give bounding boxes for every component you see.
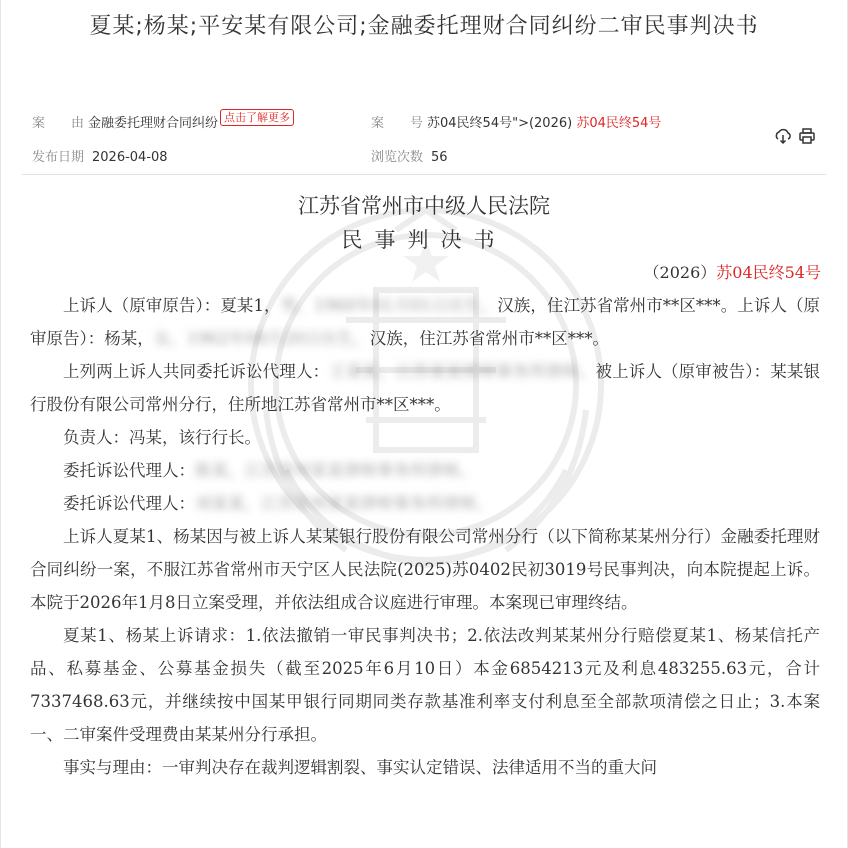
appellant1-label: 上诉人（原审原告）：夏某1，: [63, 296, 281, 315]
redacted-text: 男，1960年01月01日出生，: [280, 296, 498, 315]
meta-cause: [32, 112, 292, 132]
learn-more-button[interactable]: 点击了解更多: [220, 109, 294, 126]
page-title: 夏某;杨某;平安某有限公司;金融委托理财合同纠纷二审民事判决书: [89, 14, 759, 39]
paragraph-agents: [30, 355, 820, 421]
appellant-text-end: 汉族，住江苏省常州市**区***。: [369, 329, 609, 348]
document-case-year: （2026）: [643, 263, 717, 282]
agent-label: 委托诉讼代理人：: [63, 461, 195, 480]
redacted-text: 女，1962年08月20日出生，: [153, 329, 370, 348]
caseno-year: (2026): [528, 116, 573, 131]
agent-label: 上列两上诉人共同委托诉讼代理人：: [63, 362, 330, 381]
caseno-prefix: 苏04民终54号">: [427, 116, 529, 131]
views-value: 56: [431, 150, 448, 165]
paragraph-case-background: 上诉人夏某1、杨某因与被上诉人某某银行股份有限公司常州分行（以下简称某某州分行）金融委托理财合同纠纷一案，不服江苏省常州市天宁区人民法院(2025)苏0402民初3019号民事判决，向本院提起上诉。本院于2026年1月8日立案受理，并依法组成合议庭进行审理。本案现已审理终结。: [30, 527, 820, 612]
agent-label: 委托诉讼代理人：: [63, 494, 195, 513]
cause-value: 金融委托理财合同纠纷: [88, 116, 219, 131]
redacted-text: 陈某，江苏常州某某律师事务所律师。: [195, 461, 476, 480]
court-name: 江苏省常州市中级人民法院: [298, 194, 550, 218]
paragraph-facts-reasons: 事实与理由：一审判决存在裁判逻辑割裂、事实认定错误、法律适用不当的重大问: [63, 758, 657, 777]
paragraph-principal: 负责人：冯某，该行行长。: [63, 428, 261, 447]
paragraph-appellants: [30, 289, 820, 355]
cause-label: 案 由: [32, 116, 85, 131]
caseno-label: 案 号: [371, 116, 424, 131]
date-value: 2026-04-08: [92, 150, 168, 165]
redacted-text: 刘某某，江苏常州某某律师事务所律师。: [195, 494, 492, 513]
download-icon[interactable]: [774, 127, 792, 145]
appellee-text: 被上诉人（原审被告）：某某银行股份有限公司常州分行，住所地江苏省常州市**区***。: [30, 362, 821, 414]
caseno-red: 苏04民终54号: [576, 116, 662, 131]
frame-border-left: [0, 0, 1, 848]
document-body: [30, 289, 820, 784]
print-icon[interactable]: [798, 127, 816, 145]
document-case-num: 苏04民终54号: [716, 263, 821, 282]
redacted-text: 王某某，江苏某某律师事务所律师。: [329, 362, 596, 381]
document-case-number: [644, 260, 821, 283]
paragraph-agent-1: [30, 454, 820, 487]
document-type: 民事判决书: [341, 228, 507, 252]
toolbar: [774, 127, 816, 145]
date-label: 发布日期: [32, 150, 85, 165]
paragraph-agent-2: [30, 487, 820, 520]
paragraph-appeal-requests: 夏某1、杨某上诉请求：1.依法撤销一审民事判决书；2.依法改判某某州分行赔偿夏某1、杨某信托产品、私募基金、公募基金损失（截至2025年6月10日）本金6854213元及利息483255.63元，合计7337468.63元，并继续按中国某甲银行同期同类存款基准利率支付利息至全部款项清偿之日止；3.本案一、二审案件受理费由某某州分行承担。: [30, 626, 820, 744]
meta-date: [32, 146, 168, 165]
views-label: 浏览次数: [371, 150, 424, 165]
appellant-text: 汉族，住江苏省常州市**区***。上诉人（原审原告）：杨某，: [30, 296, 821, 348]
meta-caseno: [371, 112, 661, 131]
meta-views: [371, 146, 448, 165]
